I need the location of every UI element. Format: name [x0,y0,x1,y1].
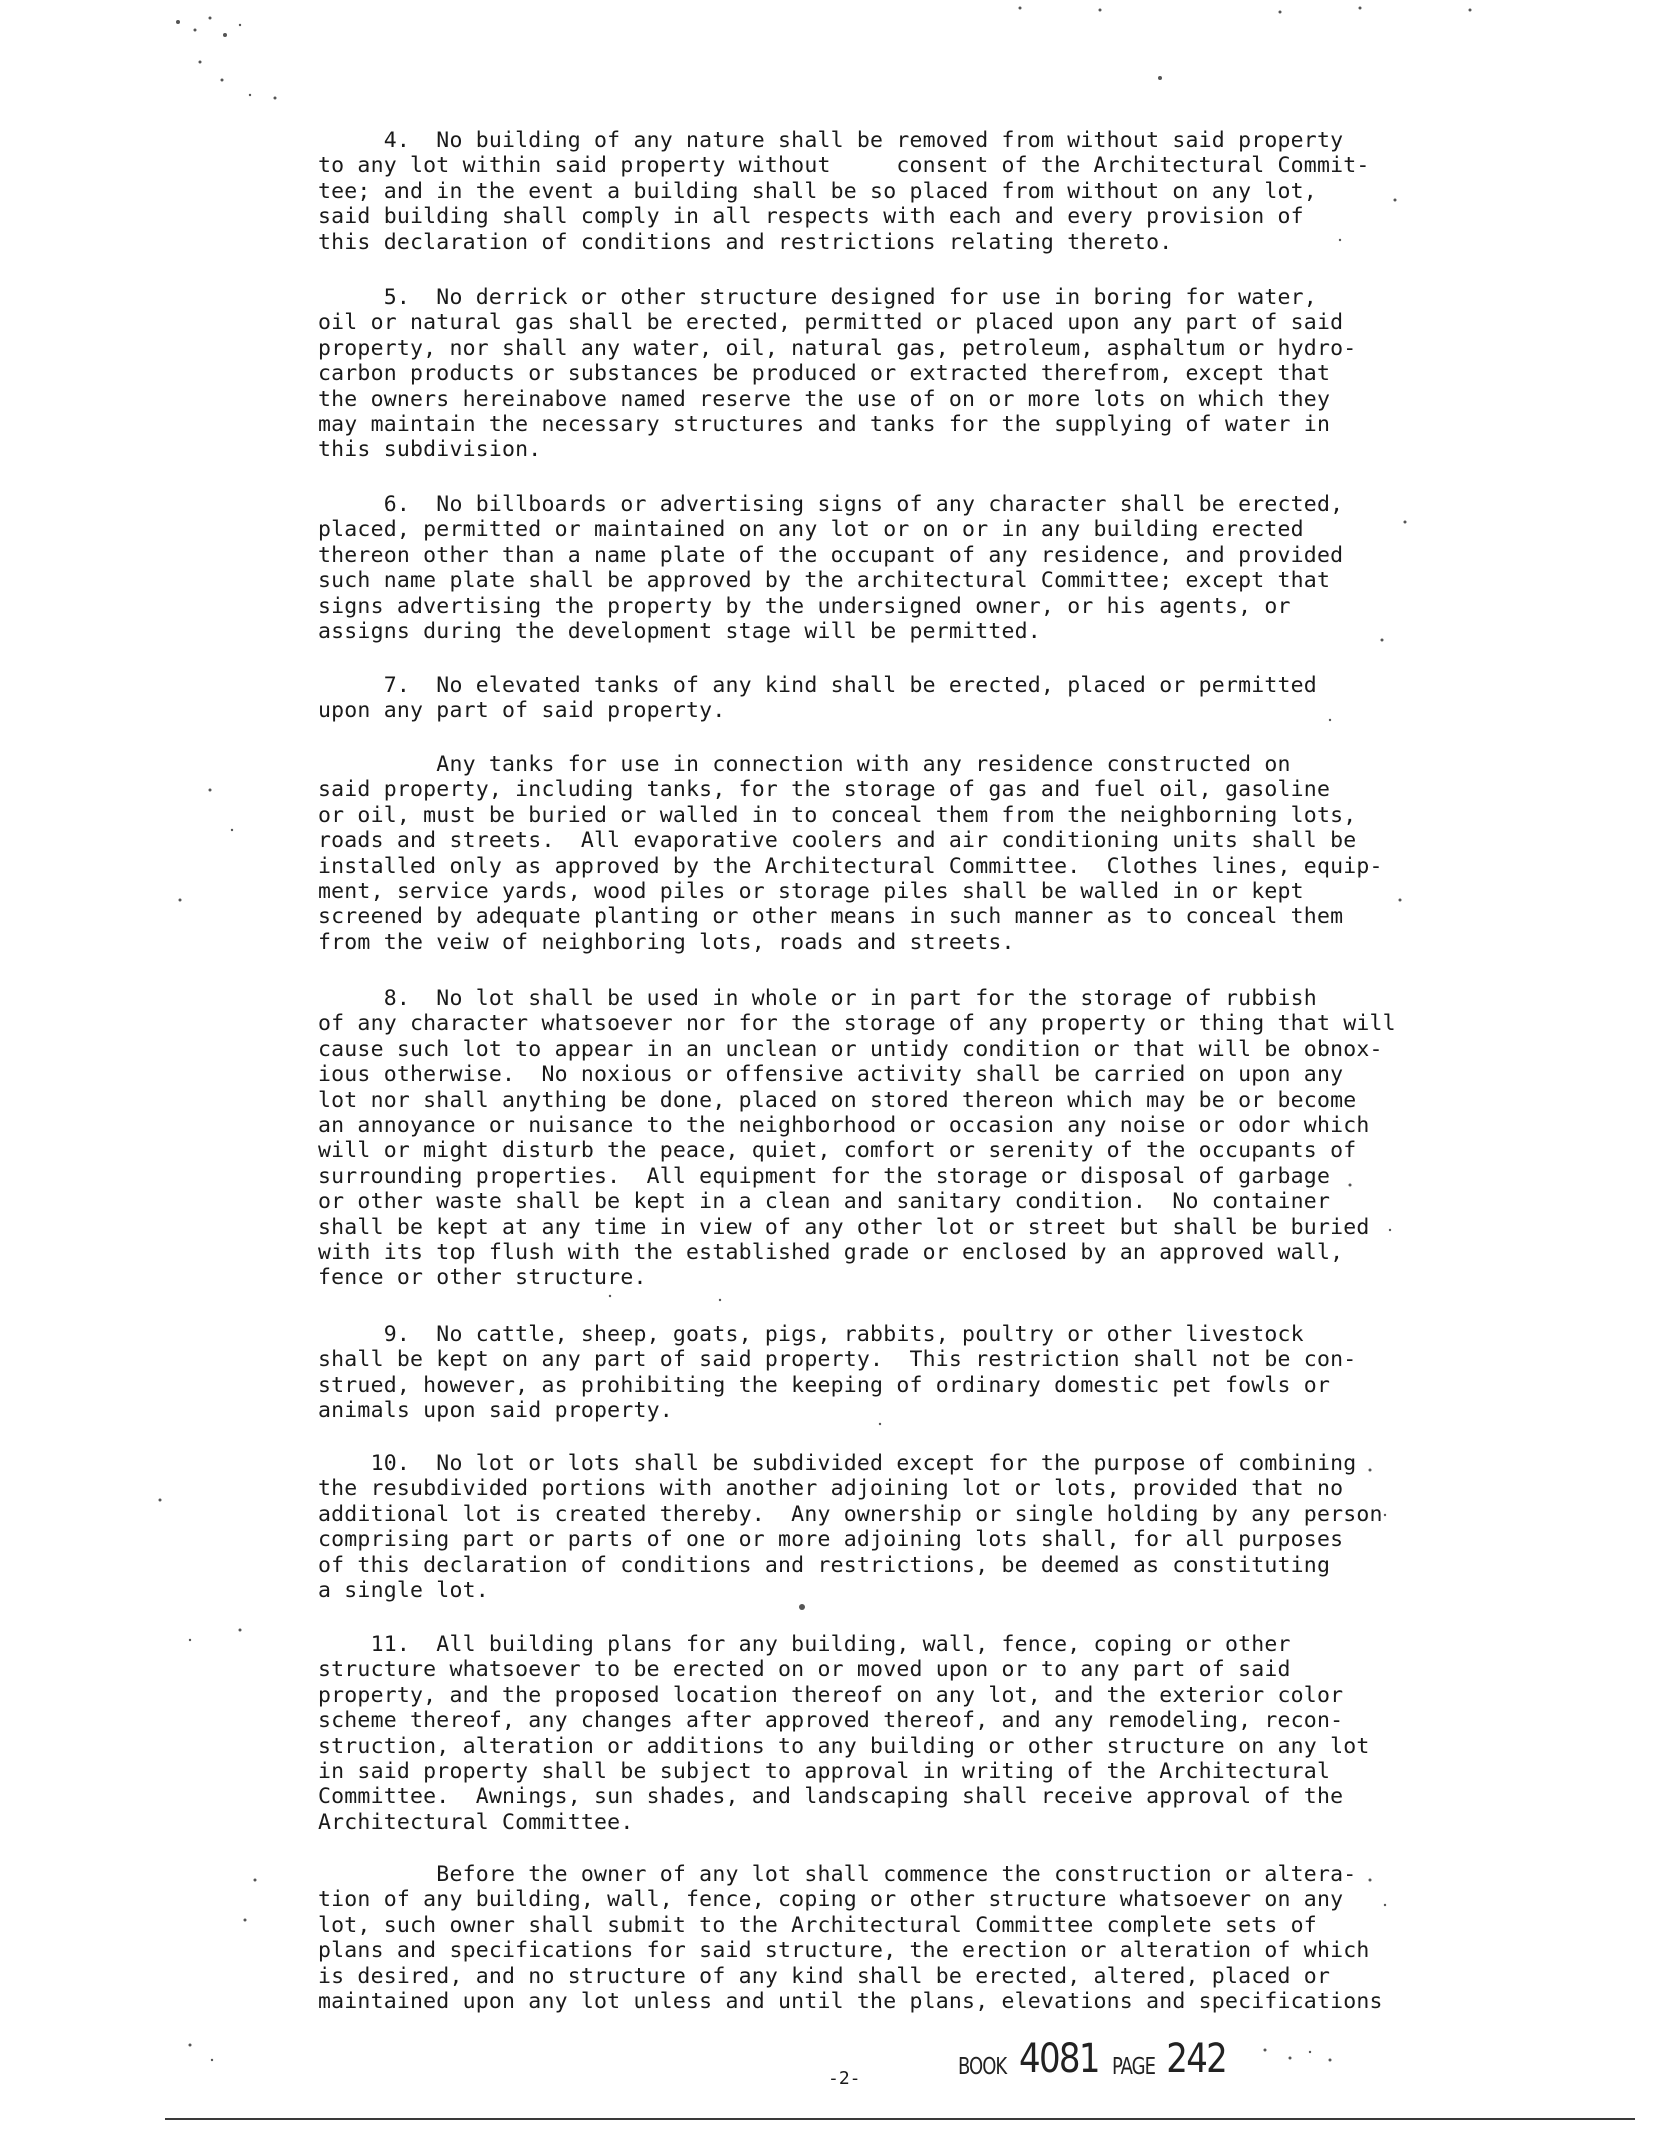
paragraph-line: signs advertising the property by the undersigned owner, or his agents, or [318,593,1291,619]
paragraph [318,1862,1398,2014]
paragraph-line: or other waste shall be kept in a clean and sanitary condition. No container [318,1189,1331,1215]
paragraph-line: comprising part or parts of one or more adjoining lots shall, for all purposes [318,1527,1344,1553]
paragraph-line: plans and specifications for said structure, the erection or alteration of which [318,1938,1370,1964]
paragraph-line: with its top flush with the established grade or enclosed by an approved wall, [318,1240,1344,1266]
paragraph-line: strued, however, as prohibiting the keeping of ordinary domestic pet fowls or [318,1372,1331,1398]
paragraph-line: property, and the proposed location thereof on any lot, and the exterior color [318,1682,1344,1708]
paragraph-line: 8. No lot shall be used in whole or in part for the storage of rubbish [318,986,1317,1011]
bottom-rule [165,2118,1635,2120]
paragraph-line: lot, such owner shall submit to the Architectural Committee complete sets of [318,1912,1317,1938]
paragraph-line: the resubdivided portions with another adjoining lot or lots, provided that no [318,1476,1344,1502]
paragraph-line: carbon products or substances be produced or extracted therefrom, except that [318,361,1331,387]
paragraph-line: of any character whatsoever nor for the storage of any property or thing that will [318,1011,1396,1037]
paragraph-line: struction, alteration or additions to any building or other structure on any lot [318,1733,1370,1759]
paragraph [318,285,1398,463]
paragraph-line: scheme thereof, any changes after approved thereof, and any remodeling, recon- [318,1708,1344,1734]
paragraph-line: animals upon said property. [318,1398,673,1424]
paragraph-line: assigns during the development stage will be permitted. [318,619,1041,645]
paragraph [318,1451,1398,1603]
paragraph-line: roads and streets. All evaporative coolers and air conditioning units shall be [318,828,1357,854]
paragraph-line: will or might disturb the peace, quiet, comfort or serenity of the occupants of [318,1138,1357,1164]
paragraph-line: fence or other structure. [318,1265,647,1291]
paragraph-line: upon any part of said property. [318,698,726,724]
book-page-stamp [958,2036,1231,2082]
paragraph-line: Before the owner of any lot shall commence the construction or altera- [318,1862,1357,1887]
paragraph-line: the owners hereinabove named reserve the use of on or more lots on which they [318,386,1331,412]
paragraph [318,986,1398,1291]
paragraph-line: shall be kept on any part of said property. This restriction shall not be con- [318,1347,1357,1373]
paragraph-line: shall be kept at any time in view of any other lot or street but shall be buried [318,1214,1370,1240]
page-number: -2- [828,2068,861,2089]
paragraph [318,492,1398,644]
paragraph-line: property, nor shall any water, oil, natural gas, petroleum, asphaltum or hydro- [318,335,1357,361]
paragraph-line: in said property shall be subject to approval in writing of the Architectural [318,1759,1331,1785]
paragraph-line: this declaration of conditions and restrictions relating thereto. [318,229,1173,255]
paragraph-line: tee; and in the event a building shall be so placed from without on any lot, [318,178,1317,204]
paragraph-line: an annoyance or nuisance to the neighborhood or occasion any noise or odor which [318,1113,1370,1139]
paragraph-line: oil or natural gas shall be erected, permitted or placed upon any part of said [318,310,1344,336]
paragraph-line: may maintain the necessary structures and tanks for the supplying of water in [318,412,1331,438]
paragraph [318,1632,1398,1835]
stamp-page-number: 242 [1166,2036,1227,2082]
paragraph-line: 9. No cattle, sheep, goats, pigs, rabbits, poultry or other livestock [318,1322,1304,1347]
paragraph-line: surrounding properties. All equipment for the storage or disposal of garbage [318,1163,1331,1189]
paragraph-line: placed, permitted or maintained on any lot or on or in any building erected [318,517,1304,543]
paragraph-line: is desired, and no structure of any kind shall be erected, altered, placed or [318,1963,1331,1989]
paragraph-line: ment, service yards, wood piles or storage piles shall be walled in or kept [318,879,1304,905]
paragraph-line: Committee. Awnings, sun shades, and landscaping shall receive approval of the [318,1784,1344,1810]
paragraph-line: Architectural Committee. [318,1809,634,1835]
paragraph-line: or oil, must be buried or walled in to conceal them from the neighborning lots, [318,802,1357,828]
paragraph-line: structure whatsoever to be erected on or moved upon or to any part of said [318,1657,1291,1683]
paragraph-line: additional lot is created thereby. Any ownership or single holding by any person [318,1501,1383,1527]
paragraph-line: 10. No lot or lots shall be subdivided except for the purpose of combining [318,1451,1357,1476]
paragraph [318,673,1398,724]
paragraph-line: installed only as approved by the Architectural Committee. Clothes lines, equip- [318,853,1383,879]
paragraph-line: 11. All building plans for any building, wall, fence, coping or other [318,1632,1291,1657]
paragraph-line: said building shall comply in all respects with each and every provision of [318,204,1304,230]
paragraph-line: 4. No building of any nature shall be removed from without said property [318,128,1344,153]
stamp-book-label: BOOK [958,2053,1007,2081]
paragraph-line: said property, including tanks, for the storage of gas and fuel oil, gasoline [318,777,1331,803]
paragraph [318,752,1398,955]
paragraph [318,128,1398,255]
stamp-book-number: 4081 [1019,2036,1099,2082]
paragraph-line: cause such lot to appear in an unclean or untidy condition or that will be obnox- [318,1036,1383,1062]
paragraph-line: 6. No billboards or advertising signs of any character shall be erected, [318,492,1344,517]
paragraph [318,1322,1398,1424]
paragraph-line: a single lot. [318,1578,489,1604]
paragraph-line: screened by adequate planting or other means in such manner as to conceal them [318,904,1344,930]
paragraph-line: 5. No derrick or other structure designed for use in boring for water, [318,285,1317,310]
paragraph-line: maintained upon any lot unless and until the plans, elevations and specifications [318,1989,1383,2015]
paragraph-line: lot nor shall anything be done, placed on stored thereon which may be or become [318,1087,1357,1113]
paragraph-line: this subdivision. [318,437,542,463]
stamp-page-label: PAGE [1111,2053,1155,2081]
paragraph-line: from the veiw of neighboring lots, roads and streets. [318,929,1015,955]
paragraph-line: to any lot within said property without consent of the Architectural Commit- [318,153,1370,179]
paragraph-line: of this declaration of conditions and restrictions, be deemed as constituting [318,1552,1331,1578]
paragraph-line: ious otherwise. No noxious or offensive activity shall be carried on upon any [318,1062,1344,1088]
paragraph-line: such name plate shall be approved by the architectural Committee; except that [318,568,1331,594]
paragraph-line: Any tanks for use in connection with any residence constructed on [318,752,1291,777]
paragraph-line: tion of any building, wall, fence, coping or other structure whatsoever on any [318,1887,1344,1913]
paragraph-line: thereon other than a name plate of the occupant of any residence, and provided [318,542,1344,568]
paragraph-line: 7. No elevated tanks of any kind shall be erected, placed or permitted [318,673,1317,698]
